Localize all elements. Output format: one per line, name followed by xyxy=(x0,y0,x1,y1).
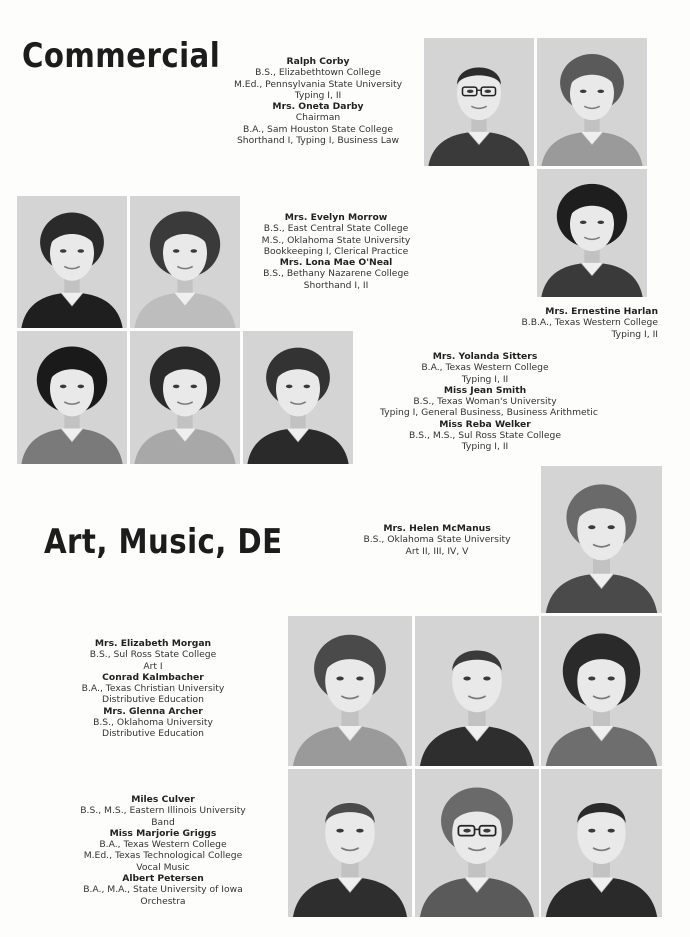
teacher-name: Mrs. Evelyn Morrow xyxy=(284,212,388,223)
caption-line: Shorthand I, II xyxy=(303,279,369,291)
portrait-figure xyxy=(537,38,647,166)
teacher-name: Mrs. Lona Mae O'Neal xyxy=(279,257,393,269)
teacher-name: Miss Jean Smith xyxy=(443,384,527,396)
caption-morrow-oneal xyxy=(252,212,420,291)
photo-helen-mcmanus xyxy=(541,466,662,613)
caption-line: Typing I, II xyxy=(611,328,658,340)
caption-line: Typing I, II xyxy=(294,89,342,101)
caption-line: Art II, III, IV, V xyxy=(405,545,469,557)
caption-harlan xyxy=(500,306,658,340)
caption-line: B.S., Oklahoma State University xyxy=(363,534,511,546)
caption-mcmanus xyxy=(350,523,524,557)
photo-conrad-kalmbacher xyxy=(415,616,539,766)
portrait-figure xyxy=(415,616,539,766)
caption-line: B.S., Texas Woman's University xyxy=(413,396,557,408)
caption-line: B.S., East Central State College xyxy=(263,223,409,235)
teacher-name: Albert Petersen xyxy=(122,873,204,885)
photo-elizabeth-morgan xyxy=(288,616,412,766)
teacher-name: Mrs. Helen McManus xyxy=(383,523,491,534)
caption-line: B.S., Oklahoma University xyxy=(93,717,213,729)
caption-line: B.S., M.S., Sul Ross State College xyxy=(409,430,561,442)
caption-line: Typing I, II xyxy=(461,373,509,385)
teacher-name: Mrs. Ernestine Harlan xyxy=(545,306,658,317)
caption-line: B.A., Texas Christian University xyxy=(81,683,225,695)
teacher-name: Mrs. Oneta Darby xyxy=(272,101,364,113)
teacher-name: Ralph Corby xyxy=(286,56,350,67)
portrait-figure xyxy=(17,331,127,464)
photo-reba-welker xyxy=(243,331,353,464)
photo-albert-petersen xyxy=(541,769,662,917)
caption-culver-griggs-petersen xyxy=(70,794,256,907)
photo-ernestine-harlan xyxy=(537,169,647,297)
photo-jean-smith xyxy=(130,331,240,464)
caption-line: B.A., Texas Western College xyxy=(421,362,549,374)
caption-line: B.S., Bethany Nazarene College xyxy=(263,268,409,280)
caption-line: B.B.A., Texas Western College xyxy=(521,317,658,329)
caption-line: B.A., M.A., State University of Iowa xyxy=(83,884,243,896)
caption-line: Chairman xyxy=(295,112,341,124)
caption-line: Distributive Education xyxy=(102,694,204,706)
photo-ralph-corby xyxy=(424,38,534,166)
portrait-figure xyxy=(130,196,240,328)
caption-line: Distributive Education xyxy=(102,728,204,740)
caption-sitters-smith-welker xyxy=(380,351,598,453)
caption-line: B.S., Elizabethtown College xyxy=(255,67,381,79)
portrait-figure xyxy=(541,769,662,917)
photo-evelyn-morrow xyxy=(17,196,127,328)
teacher-name: Mrs. Elizabeth Morgan xyxy=(94,638,212,649)
caption-line: Band xyxy=(151,816,175,828)
photo-miles-culver xyxy=(288,769,412,917)
caption-line: B.S., M.S., Eastern Illinois University xyxy=(80,805,246,817)
caption-line: M.S., Oklahoma State University xyxy=(261,234,411,246)
caption-line: Orchestra xyxy=(140,895,186,907)
teacher-name: Miss Reba Welker xyxy=(439,418,531,430)
portrait-figure xyxy=(415,769,539,917)
caption-line: M.Ed., Texas Technological College xyxy=(83,850,243,862)
teacher-name: Miss Marjorie Griggs xyxy=(109,827,217,839)
caption-corby-darby xyxy=(232,56,404,146)
portrait-figure xyxy=(288,616,412,766)
photo-marjorie-griggs xyxy=(415,769,539,917)
caption-line: Vocal Music xyxy=(136,861,190,873)
teacher-name: Mrs. Glenna Archer xyxy=(103,705,203,717)
photo-yolanda-sitters xyxy=(17,331,127,464)
caption-line: Typing I, General Business, Business Arithmetic xyxy=(380,407,598,419)
caption-line: Art I xyxy=(143,660,163,672)
heading-art-music-de: Art, Music, DE xyxy=(44,522,283,562)
teacher-name: Mrs. Yolanda Sitters xyxy=(432,351,538,362)
teacher-name: Conrad Kalmbacher xyxy=(102,671,204,683)
caption-line: Shorthand I, Typing I, Business Law xyxy=(236,135,400,147)
portrait-figure xyxy=(541,616,662,766)
portrait-figure xyxy=(541,466,662,613)
teacher-name: Miles Culver xyxy=(131,794,195,805)
caption-line: M.Ed., Pennsylvania State University xyxy=(233,78,403,90)
caption-line: Typing I, II xyxy=(461,441,509,453)
portrait-figure xyxy=(243,331,353,464)
portrait-figure xyxy=(537,169,647,297)
caption-line: B.S., Sul Ross State College xyxy=(89,649,217,661)
photo-glenna-archer xyxy=(541,616,662,766)
photo-oneta-darby xyxy=(537,38,647,166)
heading-commercial: Commercial xyxy=(22,36,221,76)
caption-morgan-kalmbacher-archer xyxy=(72,638,234,740)
portrait-figure xyxy=(424,38,534,166)
photo-lona-mae-oneal xyxy=(130,196,240,328)
portrait-figure xyxy=(130,331,240,464)
caption-line: B.A., Sam Houston State College xyxy=(242,123,394,135)
portrait-figure xyxy=(17,196,127,328)
caption-line: Bookkeeping I, Clerical Practice xyxy=(263,245,409,257)
portrait-figure xyxy=(288,769,412,917)
caption-line: B.A., Texas Western College xyxy=(99,839,227,851)
